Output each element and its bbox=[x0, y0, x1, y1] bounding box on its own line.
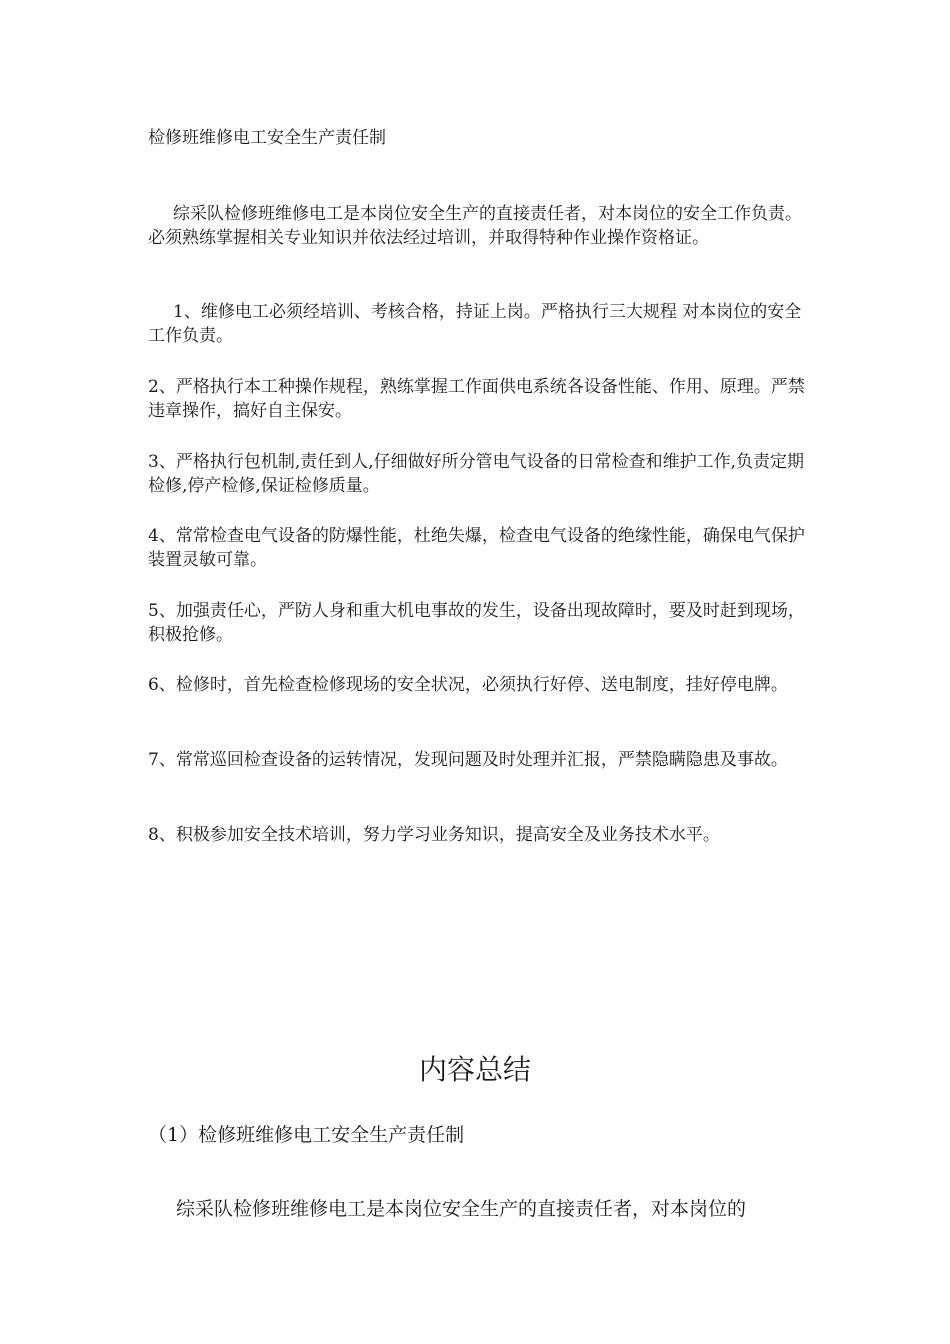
responsibility-item-5: 5、加强责任心，严防人身和重大机电事故的发生，设备出现故障时，要及时赶到现场，积极抢修。 bbox=[148, 601, 805, 645]
responsibility-item-6: 6、检修时，首先检查检修现场的安全状况，必须执行好停、送电制度，挂好停电牌。 bbox=[148, 675, 788, 695]
document-title: 检修班维修电工安全生产责任制 bbox=[148, 128, 386, 148]
responsibility-item-7: 7、常常巡回检查设备的运转情况，发现问题及时处理并汇报，严禁隐瞒隐患及事故。 bbox=[148, 750, 788, 770]
responsibility-item-8: 8、积极参加安全技术培训，努力学习业务知识，提高安全及业务技术水平。 bbox=[148, 825, 720, 845]
responsibility-item-2: 2、严格执行本工种操作规程，熟练掌握工作面供电系统各设备性能、作用、原理。严禁违章操作，搞好自主保安。 bbox=[148, 377, 805, 421]
summary-text: 综采队检修班维修电工是本岗位安全生产的直接责任者，对本岗位的 bbox=[176, 1198, 747, 1220]
responsibility-item-4: 4、常常检查电气设备的防爆性能，杜绝失爆，检查电气设备的绝缘性能，确保电气保护装置灵敏可靠。 bbox=[148, 526, 805, 570]
summary-item-label: （1）检修班维修电工安全生产责任制 bbox=[148, 1124, 465, 1146]
summary-heading: 内容总结 bbox=[418, 1053, 531, 1086]
responsibility-item-3: 3、严格执行包机制,责任到人,仔细做好所分管电气设备的日常检查和维护工作,负责定期检修,停产检修,保证检修质量。 bbox=[148, 452, 805, 496]
responsibility-item-1: 1、维修电工必须经培训、考核合格，持证上岗。严格执行三大规程 对本岗位的安全工作负责。 bbox=[148, 302, 802, 346]
intro-paragraph: 综采队检修班维修电工是本岗位安全生产的直接责任者，对本岗位的安全工作负责。必须熟练掌握相关专业知识并依法经过培训，并取得特种作业操作资格证。 bbox=[148, 204, 802, 248]
